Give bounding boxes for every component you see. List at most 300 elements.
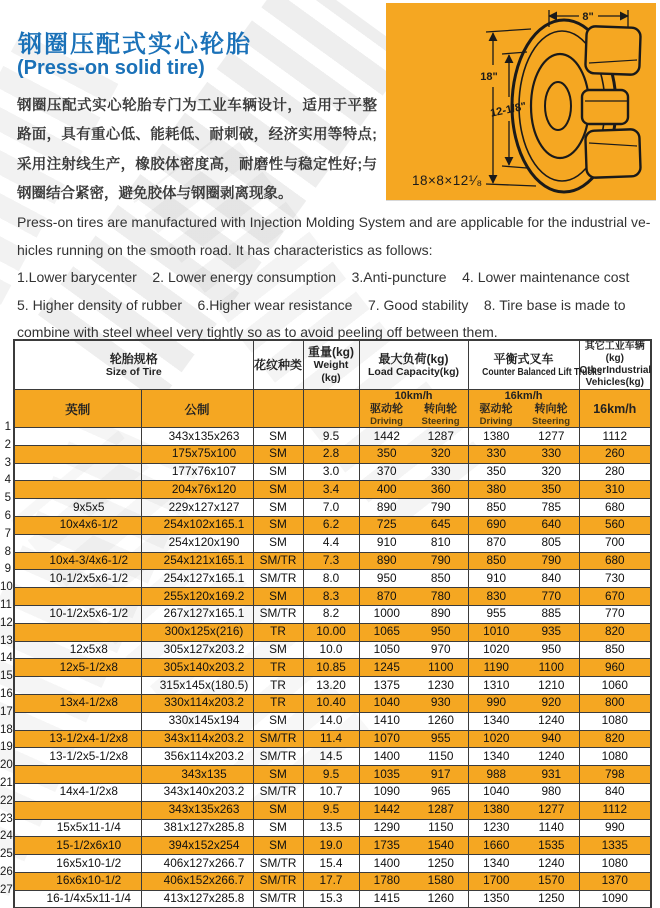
cell-other: 840 bbox=[579, 783, 651, 801]
cell-imperial bbox=[14, 534, 141, 552]
cell-other: 1370 bbox=[579, 872, 651, 890]
cell-lcd: 1245 bbox=[359, 659, 414, 677]
cell-weight: 7.0 bbox=[303, 499, 359, 517]
cell-metric: 343x114x203.2 bbox=[141, 730, 253, 748]
cell-lcs: 790 bbox=[414, 499, 468, 517]
cell-lcd: 1070 bbox=[359, 730, 414, 748]
cell-pattern: SM/TR bbox=[253, 605, 303, 623]
cell-metric: 229x127x127 bbox=[141, 499, 253, 517]
cell-lcs: 1150 bbox=[414, 748, 468, 766]
cell-imperial: 15-1/2x6x10 bbox=[14, 837, 141, 855]
table-row bbox=[14, 890, 651, 908]
cell-cbs: 1240 bbox=[524, 855, 579, 873]
intro-paragraph-zh: 钢圈压配式实心轮胎专门为工业车辆设计，适用于平整路面，具有重心低、能耗低、耐刺破，经济实用等特点;采用注射线生产，橡胶体密度高，耐磨性与稳定性好;与钢圈结合紧密，避免胶体与钢圈剥离现象。 bbox=[17, 98, 377, 203]
cell-cbd: 1230 bbox=[468, 819, 524, 837]
cell-lcd: 350 bbox=[359, 445, 414, 463]
table-row bbox=[14, 570, 651, 588]
cell-lcd: 950 bbox=[359, 570, 414, 588]
cell-cbs: 950 bbox=[524, 641, 579, 659]
spec-table-wrap bbox=[13, 339, 652, 908]
cell-lcd: 1375 bbox=[359, 677, 414, 695]
col-header-cb-en: Counter Balanced Lift Trucks bbox=[481, 365, 602, 378]
cell-cbs: 1250 bbox=[524, 890, 579, 908]
cell-cbs: 940 bbox=[524, 730, 579, 748]
cell-other: 960 bbox=[579, 659, 651, 677]
row-number: 6 bbox=[4, 509, 11, 522]
col-header-pattern-sub bbox=[253, 390, 303, 428]
description-line: hicles running on the smooth road. It has characteristics as follows: bbox=[17, 241, 433, 258]
page-title-en: (Press-on solid tire) bbox=[17, 57, 205, 79]
cell-cbs: 1140 bbox=[524, 819, 579, 837]
cell-pattern: SM bbox=[253, 588, 303, 606]
cell-other: 1335 bbox=[579, 837, 651, 855]
table-row bbox=[14, 481, 651, 499]
cell-lcs: 360 bbox=[414, 481, 468, 499]
description-line: 1.Lower barycenter 2. Lower energy consumption 3.Anti-puncture 4. Lower maintenance cost bbox=[17, 269, 630, 286]
cell-metric: 394x152x254 bbox=[141, 837, 253, 855]
cell-imperial bbox=[14, 463, 141, 481]
cell-imperial bbox=[14, 801, 141, 819]
cell-lcs: 320 bbox=[414, 445, 468, 463]
description-line: Press-on tires are manufactured with Injection Molding System and are applicable for the industrial ve- bbox=[17, 214, 651, 230]
cell-imperial bbox=[14, 428, 141, 446]
cell-weight: 3.4 bbox=[303, 481, 359, 499]
cell-lcd: 1290 bbox=[359, 819, 414, 837]
cell-lcs: 810 bbox=[414, 534, 468, 552]
cell-cbs: 805 bbox=[524, 534, 579, 552]
cell-cbs: 840 bbox=[524, 570, 579, 588]
table-row bbox=[14, 819, 651, 837]
cell-metric: 356x114x203.2 bbox=[141, 748, 253, 766]
cell-cbd: 870 bbox=[468, 534, 524, 552]
cell-weight: 14.0 bbox=[303, 712, 359, 730]
col-header-metric: 公制 bbox=[141, 390, 253, 428]
cell-pattern: SM/TR bbox=[253, 570, 303, 588]
cell-pattern: SM bbox=[253, 534, 303, 552]
cell-pattern: SM/TR bbox=[253, 730, 303, 748]
cell-lcs: 1287 bbox=[414, 801, 468, 819]
cell-cbd: 1700 bbox=[468, 872, 524, 890]
col-header-other-en1: OtherIndustrial bbox=[579, 365, 652, 376]
cell-imperial: 14x4-1/2x8 bbox=[14, 783, 141, 801]
cell-imperial: 9x5x5 bbox=[14, 499, 141, 517]
cell-lcd: 1400 bbox=[359, 748, 414, 766]
cell-lcs: 930 bbox=[414, 694, 468, 712]
cell-other: 1090 bbox=[579, 890, 651, 908]
row-number: 5 bbox=[4, 492, 11, 505]
cell-imperial bbox=[14, 766, 141, 784]
cell-cbd: 1380 bbox=[468, 428, 524, 446]
cell-other: 310 bbox=[579, 481, 651, 499]
col-header-pattern-zh: 花纹种类 bbox=[254, 358, 303, 372]
cell-imperial bbox=[14, 588, 141, 606]
cell-weight: 9.5 bbox=[303, 766, 359, 784]
tire-size-label: 18×8×12¹⁄₈ bbox=[412, 173, 483, 188]
cell-pattern: SM bbox=[253, 463, 303, 481]
table-row bbox=[14, 872, 651, 890]
cell-lcd: 890 bbox=[359, 552, 414, 570]
cb-steering-en: Steering bbox=[532, 416, 571, 427]
cell-lcs: 1250 bbox=[414, 855, 468, 873]
cell-other: 850 bbox=[579, 641, 651, 659]
description-block bbox=[17, 209, 657, 347]
table-row bbox=[14, 516, 651, 534]
cell-cbd: 830 bbox=[468, 588, 524, 606]
cell-lcs: 780 bbox=[414, 588, 468, 606]
row-number: 1 bbox=[4, 421, 11, 433]
cell-weight: 2.8 bbox=[303, 445, 359, 463]
cell-metric: 330x114x203.2 bbox=[141, 694, 253, 712]
row-number: 3 bbox=[4, 456, 11, 469]
cb-speed-label: 16km/h bbox=[504, 390, 543, 402]
cell-lcs: 850 bbox=[414, 570, 468, 588]
cell-metric: 305x127x203.2 bbox=[141, 641, 253, 659]
cell-lcd: 1780 bbox=[359, 872, 414, 890]
cell-lcd: 370 bbox=[359, 463, 414, 481]
cell-metric: 381x127x285.8 bbox=[141, 819, 253, 837]
cell-lcs: 1230 bbox=[414, 677, 468, 695]
col-header-cb-sub bbox=[468, 390, 579, 428]
cell-lcd: 1400 bbox=[359, 855, 414, 873]
cell-weight: 13.20 bbox=[303, 677, 359, 695]
table-row bbox=[14, 783, 651, 801]
cell-lcd: 870 bbox=[359, 588, 414, 606]
cell-imperial: 13x4-1/2x8 bbox=[14, 694, 141, 712]
cell-weight: 19.0 bbox=[303, 837, 359, 855]
cell-metric: 330x145x194 bbox=[141, 712, 253, 730]
cell-pattern: SM bbox=[253, 837, 303, 855]
cell-weight: 17.7 bbox=[303, 872, 359, 890]
cell-weight: 10.0 bbox=[303, 641, 359, 659]
cell-other: 260 bbox=[579, 445, 651, 463]
spec-table bbox=[13, 339, 652, 908]
cell-cbs: 640 bbox=[524, 516, 579, 534]
cell-lcs: 955 bbox=[414, 730, 468, 748]
cell-other: 280 bbox=[579, 463, 651, 481]
row-number: 19 bbox=[0, 741, 13, 754]
row-number: 15 bbox=[0, 670, 13, 683]
cell-metric: 177x76x107 bbox=[141, 463, 253, 481]
col-header-size-en: Size of Tire bbox=[105, 365, 162, 378]
cell-other: 798 bbox=[579, 766, 651, 784]
cell-imperial bbox=[14, 481, 141, 499]
cell-lcd: 910 bbox=[359, 534, 414, 552]
cell-imperial: 10-1/2x5x6-1/2 bbox=[14, 605, 141, 623]
table-row bbox=[14, 605, 651, 623]
table-row bbox=[14, 748, 651, 766]
cell-pattern: TR bbox=[253, 677, 303, 695]
cell-cbs: 931 bbox=[524, 766, 579, 784]
row-number: 27 bbox=[0, 883, 13, 896]
cell-weight: 8.0 bbox=[303, 570, 359, 588]
spec-table-body bbox=[14, 428, 651, 908]
load-driving-en: Driving bbox=[370, 416, 403, 427]
cell-cbd: 990 bbox=[468, 694, 524, 712]
tire-diagram-drawing bbox=[386, 3, 656, 200]
cell-lcd: 1442 bbox=[359, 801, 414, 819]
cell-cbs: 790 bbox=[524, 552, 579, 570]
cell-other: 990 bbox=[579, 819, 651, 837]
cell-metric: 315x145x(180.5) bbox=[141, 677, 253, 695]
cell-cbd: 380 bbox=[468, 481, 524, 499]
cell-lcd: 1040 bbox=[359, 694, 414, 712]
col-header-weight-sub bbox=[303, 390, 359, 428]
cell-cbs: 770 bbox=[524, 588, 579, 606]
cb-steering-zh: 转向轮 bbox=[534, 403, 568, 415]
cell-cbd: 1020 bbox=[468, 641, 524, 659]
cell-lcs: 1287 bbox=[414, 428, 468, 446]
row-number: 25 bbox=[0, 848, 13, 861]
cell-lcd: 1000 bbox=[359, 605, 414, 623]
cell-metric: 254x121x165.1 bbox=[141, 552, 253, 570]
load-steering-zh: 转向轮 bbox=[424, 403, 458, 415]
cell-lcd: 1442 bbox=[359, 428, 414, 446]
cell-lcs: 1580 bbox=[414, 872, 468, 890]
cell-weight: 10.00 bbox=[303, 623, 359, 641]
cell-cbs: 980 bbox=[524, 783, 579, 801]
dim-outer-label: 18" bbox=[480, 71, 498, 83]
cell-metric: 413x127x285.8 bbox=[141, 890, 253, 908]
row-number-column bbox=[0, 419, 11, 900]
cell-cbd: 1040 bbox=[468, 783, 524, 801]
row-number: 17 bbox=[0, 705, 13, 718]
row-number: 10 bbox=[0, 581, 13, 594]
cell-other: 680 bbox=[579, 552, 651, 570]
table-header-row-1 bbox=[14, 340, 651, 390]
table-row bbox=[14, 694, 651, 712]
col-header-size-zh: 轮胎规格 bbox=[109, 351, 158, 366]
cell-lcd: 1065 bbox=[359, 623, 414, 641]
cell-metric: 175x75x100 bbox=[141, 445, 253, 463]
col-header-load-zh: 最大负荷(kg) bbox=[378, 351, 449, 366]
cell-metric: 406x127x266.7 bbox=[141, 855, 253, 873]
cell-cbd: 1020 bbox=[468, 730, 524, 748]
cell-other: 560 bbox=[579, 516, 651, 534]
load-steering-en: Steering bbox=[421, 416, 460, 427]
cell-metric: 254x102x165.1 bbox=[141, 516, 253, 534]
cell-weight: 15.4 bbox=[303, 855, 359, 873]
cell-cbs: 1240 bbox=[524, 712, 579, 730]
cell-weight: 14.5 bbox=[303, 748, 359, 766]
cell-metric: 406x152x266.7 bbox=[141, 872, 253, 890]
table-row bbox=[14, 534, 651, 552]
cell-cbd: 350 bbox=[468, 463, 524, 481]
cell-lcd: 1735 bbox=[359, 837, 414, 855]
cell-lcd: 1410 bbox=[359, 712, 414, 730]
col-header-load-en: Load Capacity(kg) bbox=[368, 365, 460, 378]
cell-pattern: SM/TR bbox=[253, 890, 303, 908]
cell-metric: 300x125x(216) bbox=[141, 623, 253, 641]
cell-pattern: SM bbox=[253, 801, 303, 819]
cell-lcs: 965 bbox=[414, 783, 468, 801]
cell-other: 1080 bbox=[579, 748, 651, 766]
cell-lcs: 917 bbox=[414, 766, 468, 784]
table-row bbox=[14, 463, 651, 481]
cell-metric: 204x76x120 bbox=[141, 481, 253, 499]
cell-imperial: 10x4x6-1/2 bbox=[14, 516, 141, 534]
cell-lcd: 1090 bbox=[359, 783, 414, 801]
cell-pattern: SM bbox=[253, 516, 303, 534]
cell-other: 1060 bbox=[579, 677, 651, 695]
cell-metric: 254x120x190 bbox=[141, 534, 253, 552]
dim-inner-label: 12-1/8" bbox=[489, 100, 528, 120]
tire-diagram-box bbox=[386, 3, 656, 201]
cell-cbs: 350 bbox=[524, 481, 579, 499]
cell-lcs: 950 bbox=[414, 623, 468, 641]
cell-imperial: 13-1/2x4-1/2x8 bbox=[14, 730, 141, 748]
cell-cbd: 1010 bbox=[468, 623, 524, 641]
cell-lcd: 890 bbox=[359, 499, 414, 517]
cell-imperial: 16x6x10-1/2 bbox=[14, 872, 141, 890]
row-number: 21 bbox=[0, 776, 13, 789]
cell-metric: 343x135 bbox=[141, 766, 253, 784]
cell-cbs: 920 bbox=[524, 694, 579, 712]
col-header-other-en2: Vehicles(kg) bbox=[585, 377, 644, 388]
cell-pattern: TR bbox=[253, 659, 303, 677]
cell-pattern: SM bbox=[253, 766, 303, 784]
cell-other: 670 bbox=[579, 588, 651, 606]
cell-cbs: 330 bbox=[524, 445, 579, 463]
table-row bbox=[14, 677, 651, 695]
col-header-other-zh: 其它工业车辆(kg) bbox=[584, 341, 645, 364]
cb-driving-zh: 驱动轮 bbox=[479, 403, 513, 415]
cell-cbd: 1310 bbox=[468, 677, 524, 695]
table-row bbox=[14, 588, 651, 606]
cell-imperial bbox=[14, 677, 141, 695]
cell-other: 1080 bbox=[579, 712, 651, 730]
load-driving-zh: 驱动轮 bbox=[370, 403, 404, 415]
row-number: 13 bbox=[0, 634, 13, 647]
cell-other: 1112 bbox=[579, 428, 651, 446]
table-row bbox=[14, 801, 651, 819]
cell-cbs: 1277 bbox=[524, 801, 579, 819]
cell-weight: 15.3 bbox=[303, 890, 359, 908]
col-header-imperial: 英制 bbox=[14, 390, 141, 428]
cell-metric: 267x127x165.1 bbox=[141, 605, 253, 623]
cell-pattern: SM bbox=[253, 712, 303, 730]
table-row bbox=[14, 641, 651, 659]
row-number: 20 bbox=[0, 759, 13, 772]
row-number: 24 bbox=[0, 830, 13, 843]
cell-imperial: 15x5x11-1/4 bbox=[14, 819, 141, 837]
cell-cbs: 885 bbox=[524, 605, 579, 623]
cell-lcd: 1035 bbox=[359, 766, 414, 784]
cell-lcs: 1100 bbox=[414, 659, 468, 677]
row-number: 18 bbox=[0, 723, 13, 736]
cell-imperial: 10-1/2x5x6-1/2 bbox=[14, 570, 141, 588]
cell-cbd: 910 bbox=[468, 570, 524, 588]
row-number: 11 bbox=[0, 598, 12, 611]
col-header-other-speed: 16km/h bbox=[579, 390, 651, 428]
cell-imperial: 12x5-1/2x8 bbox=[14, 659, 141, 677]
row-number: 16 bbox=[0, 687, 13, 700]
cell-cbd: 850 bbox=[468, 499, 524, 517]
cell-weight: 13.5 bbox=[303, 819, 359, 837]
cell-lcs: 645 bbox=[414, 516, 468, 534]
cell-pattern: SM/TR bbox=[253, 748, 303, 766]
row-number: 12 bbox=[0, 616, 13, 629]
row-number: 14 bbox=[0, 652, 13, 665]
table-header-row-2 bbox=[14, 390, 651, 428]
col-header-weight-en: Weight (kg) bbox=[313, 359, 349, 384]
table-row bbox=[14, 499, 651, 517]
cell-cbs: 1210 bbox=[524, 677, 579, 695]
description-line: combine with steel wheel very tightly so as to avoid peeling off between them. bbox=[17, 324, 498, 341]
cell-lcs: 330 bbox=[414, 463, 468, 481]
cell-cbd: 955 bbox=[468, 605, 524, 623]
cell-cbs: 935 bbox=[524, 623, 579, 641]
cell-other: 820 bbox=[579, 730, 651, 748]
table-row bbox=[14, 659, 651, 677]
row-number: 2 bbox=[4, 438, 11, 451]
cell-cbd: 1190 bbox=[468, 659, 524, 677]
cell-cbd: 1660 bbox=[468, 837, 524, 855]
cell-cbd: 1350 bbox=[468, 890, 524, 908]
cell-pattern: SM bbox=[253, 641, 303, 659]
page-title-zh: 钢圈压配式实心轮胎 bbox=[18, 31, 252, 58]
cell-imperial: 10x4-3/4x6-1/2 bbox=[14, 552, 141, 570]
cell-imperial bbox=[14, 445, 141, 463]
cell-lcs: 790 bbox=[414, 552, 468, 570]
cell-pattern: SM bbox=[253, 445, 303, 463]
cell-pattern: SM/TR bbox=[253, 783, 303, 801]
cell-weight: 6.2 bbox=[303, 516, 359, 534]
cell-imperial: 16x5x10-1/2 bbox=[14, 855, 141, 873]
cell-lcs: 890 bbox=[414, 605, 468, 623]
cell-weight: 10.40 bbox=[303, 694, 359, 712]
table-row bbox=[14, 712, 651, 730]
cell-weight: 3.0 bbox=[303, 463, 359, 481]
cell-other: 680 bbox=[579, 499, 651, 517]
col-header-load-capacity bbox=[359, 340, 468, 390]
table-row bbox=[14, 855, 651, 873]
cell-lcd: 725 bbox=[359, 516, 414, 534]
cell-metric: 254x127x165.1 bbox=[141, 570, 253, 588]
cell-pattern: SM/TR bbox=[253, 552, 303, 570]
cell-weight: 9.5 bbox=[303, 801, 359, 819]
row-number: 23 bbox=[0, 812, 13, 825]
cell-cbd: 1340 bbox=[468, 748, 524, 766]
cell-lcs: 1150 bbox=[414, 819, 468, 837]
cell-cbs: 1100 bbox=[524, 659, 579, 677]
cell-lcs: 1260 bbox=[414, 890, 468, 908]
cell-cbs: 1240 bbox=[524, 748, 579, 766]
cell-other: 770 bbox=[579, 605, 651, 623]
cell-metric: 343x140x203.2 bbox=[141, 783, 253, 801]
cell-cbs: 320 bbox=[524, 463, 579, 481]
cell-pattern: TR bbox=[253, 623, 303, 641]
load-speed-label: 10km/h bbox=[394, 390, 433, 402]
row-number: 22 bbox=[0, 794, 13, 807]
cell-weight: 10.7 bbox=[303, 783, 359, 801]
cell-weight: 11.4 bbox=[303, 730, 359, 748]
cell-cbd: 1340 bbox=[468, 712, 524, 730]
cell-cbs: 1570 bbox=[524, 872, 579, 890]
cell-other: 1080 bbox=[579, 855, 651, 873]
cell-other: 820 bbox=[579, 623, 651, 641]
cell-cbs: 785 bbox=[524, 499, 579, 517]
cell-imperial: 16-1/4x5x11-1/4 bbox=[14, 890, 141, 908]
table-row bbox=[14, 445, 651, 463]
table-row bbox=[14, 766, 651, 784]
col-header-weight-zh: 重量(kg) bbox=[308, 345, 355, 359]
cell-cbd: 1380 bbox=[468, 801, 524, 819]
row-number: 26 bbox=[0, 865, 13, 878]
cell-lcs: 1260 bbox=[414, 712, 468, 730]
col-header-counter-balanced bbox=[468, 340, 602, 390]
row-number: 9 bbox=[4, 563, 11, 576]
cell-lcd: 1415 bbox=[359, 890, 414, 908]
